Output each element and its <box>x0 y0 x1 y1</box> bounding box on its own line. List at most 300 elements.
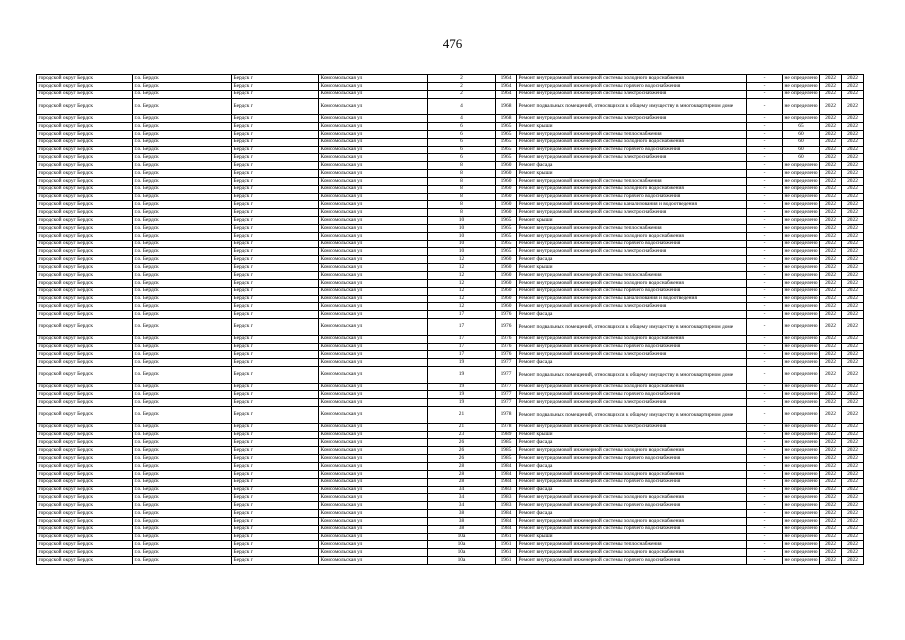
settlement-type-cell: г.о. Бердск <box>133 256 232 264</box>
work-type-cell: Ремонт подвальных помещений, относящихся к общему имуществу в многоквартирном доме <box>517 98 747 115</box>
work-type-cell: Ремонт внутридомовой инженерной системы теплоснабжения <box>517 541 747 549</box>
settlement-type-cell: г.о. Бердск <box>133 303 232 311</box>
table-row <box>37 399 864 407</box>
settlement-type-cell: г.о. Бердск <box>133 383 232 391</box>
work-type-cell: Ремонт внутридомовой инженерной системы горячего водоснабжения <box>517 478 747 486</box>
build-year-cell: 1965 <box>496 232 517 240</box>
build-year-cell: 1965 <box>496 122 517 130</box>
volume-cell: - <box>747 130 783 138</box>
street-cell: Комсомольская ул <box>319 478 428 486</box>
municipality-cell: городской округ Бердск <box>37 75 133 83</box>
house-number-cell: 6 <box>428 130 496 138</box>
table-row <box>37 248 864 256</box>
table-row <box>37 217 864 225</box>
house-number-cell: 19 <box>428 367 496 384</box>
settlement-type-cell: г.о. Бердск <box>133 209 232 217</box>
work-type-cell: Ремонт внутридомовой инженерной системы горячего водоснабжения <box>517 240 747 248</box>
settlement-type-cell: г.о. Бердск <box>133 90 232 98</box>
cost-cell: не определено <box>784 399 818 406</box>
year-to-cell: 2022 <box>842 335 864 343</box>
cost-cell: не определено <box>784 533 818 540</box>
settlement-cell: Бердск г <box>232 240 319 248</box>
work-type-cell: Ремонт крыши <box>517 533 747 541</box>
build-year-cell: 1985 <box>496 455 517 463</box>
year-from-cell: 2022 <box>820 115 842 123</box>
house-number-cell: 10а <box>428 549 496 557</box>
settlement-cell: Бердск г <box>232 391 319 399</box>
settlement-type-cell: г.о. Бердск <box>133 272 232 280</box>
house-number-cell: 26 <box>428 455 496 463</box>
build-year-cell: 1965 <box>496 130 517 138</box>
year-from-cell: 2022 <box>820 170 842 178</box>
volume-cell: - <box>747 248 783 256</box>
table-row <box>37 138 864 146</box>
municipality-cell: городской округ Бердск <box>37 311 133 319</box>
year-to-cell: 2022 <box>842 557 864 565</box>
municipality-cell: городской округ Бердск <box>37 343 133 351</box>
municipality-cell: городской округ Бердск <box>37 486 133 494</box>
repair-schedule-table <box>36 74 864 565</box>
house-number-cell: 8 <box>428 185 496 193</box>
settlement-type-cell: г.о. Бердск <box>133 533 232 541</box>
cost-cell: не определено <box>784 351 818 358</box>
build-year-cell: 1983 <box>496 494 517 502</box>
year-to-cell: 2022 <box>842 303 864 311</box>
municipality-cell: городской округ Бердск <box>37 224 133 232</box>
settlement-cell: Бердск г <box>232 170 319 178</box>
house-number-cell: 26 <box>428 447 496 455</box>
work-type-cell: Ремонт внутридомовой инженерной системы горячего водоснабжения <box>517 82 747 90</box>
municipality-cell: городской округ Бердск <box>37 193 133 201</box>
year-to-cell: 2022 <box>842 423 864 431</box>
settlement-type-cell: г.о. Бердск <box>133 185 232 193</box>
year-from-cell: 2022 <box>820 130 842 138</box>
volume-cell: - <box>747 486 783 494</box>
volume-cell: - <box>747 287 783 295</box>
year-from-cell: 2022 <box>820 209 842 217</box>
settlement-type-cell: г.о. Бердск <box>133 122 232 130</box>
volume-cell: - <box>747 343 783 351</box>
year-from-cell: 2022 <box>820 240 842 248</box>
street-cell: Комсомольская ул <box>319 439 428 447</box>
year-from-cell: 2022 <box>820 486 842 494</box>
build-year-cell: 1978 <box>496 407 517 424</box>
street-cell: Комсомольская ул <box>319 517 428 525</box>
house-number-cell: 17 <box>428 311 496 319</box>
build-year-cell: 1989 <box>496 431 517 439</box>
settlement-cell: Бердск г <box>232 431 319 439</box>
volume-cell: - <box>747 75 783 83</box>
settlement-cell: Бердск г <box>232 439 319 447</box>
cost-cell: не определено <box>784 90 818 97</box>
municipality-cell: городской округ Бердск <box>37 209 133 217</box>
work-type-cell: Ремонт внутридомовой инженерной системы теплоснабжения <box>517 130 747 138</box>
year-from-cell: 2022 <box>820 494 842 502</box>
cost-cell: не определено <box>784 240 818 247</box>
house-number-cell: 4 <box>428 115 496 123</box>
cost-cell: не определено <box>784 343 818 350</box>
municipality-cell: городской округ Бердск <box>37 525 133 533</box>
work-type-cell: Ремонт внутридомовой инженерной системы электроснабжения <box>517 303 747 311</box>
build-year-cell: 1961 <box>496 533 517 541</box>
work-type-cell: Ремонт внутридомовой инженерной системы электроснабжения <box>517 115 747 123</box>
settlement-type-cell: г.о. Бердск <box>133 455 232 463</box>
street-cell: Комсомольская ул <box>319 423 428 431</box>
table-row <box>37 256 864 264</box>
municipality-cell: городской округ Бердск <box>37 138 133 146</box>
year-from-cell: 2022 <box>820 75 842 83</box>
year-from-cell: 2022 <box>820 510 842 518</box>
build-year-cell: 1984 <box>496 525 517 533</box>
cost-cell: не определено <box>784 177 818 184</box>
municipality-cell: городской округ Бердск <box>37 272 133 280</box>
street-cell: Комсомольская ул <box>319 98 428 115</box>
cost-cell: не определено <box>784 271 818 278</box>
build-year-cell: 1977 <box>496 367 517 384</box>
volume-cell: - <box>747 217 783 225</box>
cost-cell: не определено <box>784 486 818 493</box>
volume-cell: - <box>747 478 783 486</box>
table-row <box>37 82 864 90</box>
table-row <box>37 177 864 185</box>
work-type-cell: Ремонт внутридомовой инженерной системы электроснабжения <box>517 90 747 98</box>
settlement-cell: Бердск г <box>232 303 319 311</box>
settlement-type-cell: г.о. Бердск <box>133 248 232 256</box>
street-cell: Комсомольская ул <box>319 470 428 478</box>
table-row <box>37 541 864 549</box>
settlement-type-cell: г.о. Бердск <box>133 138 232 146</box>
year-to-cell: 2022 <box>842 549 864 557</box>
cost-cell: не определено <box>784 185 818 192</box>
street-cell: Комсомольская ул <box>319 122 428 130</box>
year-from-cell: 2022 <box>820 431 842 439</box>
year-to-cell: 2022 <box>842 399 864 407</box>
year-to-cell: 2022 <box>842 486 864 494</box>
street-cell: Комсомольская ул <box>319 295 428 303</box>
work-type-cell: Ремонт подвальных помещений, относящихся к общему имуществу в многоквартирном доме <box>517 367 747 384</box>
cost-cell: не определено <box>784 462 818 469</box>
work-type-cell: Ремонт внутридомовой инженерной системы холодного водоснабжения <box>517 335 747 343</box>
volume-cell: - <box>747 455 783 463</box>
table-row <box>37 287 864 295</box>
settlement-cell: Бердск г <box>232 248 319 256</box>
settlement-cell: Бердск г <box>232 272 319 280</box>
settlement-type-cell: г.о. Бердск <box>133 279 232 287</box>
year-to-cell: 2022 <box>842 75 864 83</box>
year-to-cell: 2022 <box>842 272 864 280</box>
settlement-cell: Бердск г <box>232 209 319 217</box>
build-year-cell: 1965 <box>496 248 517 256</box>
cost-cell: не определено <box>784 494 818 501</box>
cost-cell: не определено <box>784 295 818 302</box>
work-type-cell: Ремонт внутридомовой инженерной системы канализования и водоотведения <box>517 201 747 209</box>
work-type-cell: Ремонт внутридомовой инженерной системы горячего водоснабжения <box>517 525 747 533</box>
house-number-cell: 21 <box>428 423 496 431</box>
build-year-cell: 1965 <box>496 224 517 232</box>
year-from-cell: 2022 <box>820 162 842 170</box>
house-number-cell: 10 <box>428 224 496 232</box>
house-number-cell: 34 <box>428 502 496 510</box>
build-year-cell: 1984 <box>496 510 517 518</box>
build-year-cell: 1964 <box>496 82 517 90</box>
cost-cell: не определено <box>784 224 818 231</box>
settlement-type-cell: г.о. Бердск <box>133 311 232 319</box>
cost-cell: не определено <box>784 501 818 508</box>
volume-cell: - <box>747 447 783 455</box>
municipality-cell: городской округ Бердск <box>37 295 133 303</box>
work-type-cell: Ремонт фасада <box>517 359 747 367</box>
build-year-cell: 1960 <box>496 162 517 170</box>
municipality-cell: городской округ Бердск <box>37 287 133 295</box>
year-from-cell: 2022 <box>820 82 842 90</box>
year-to-cell: 2022 <box>842 351 864 359</box>
work-type-cell: Ремонт внутридомовой инженерной системы горячего водоснабжения <box>517 455 747 463</box>
settlement-type-cell: г.о. Бердск <box>133 391 232 399</box>
settlement-type-cell: г.о. Бердск <box>133 224 232 232</box>
settlement-type-cell: г.о. Бердск <box>133 319 232 336</box>
municipality-cell: городской округ Бердск <box>37 256 133 264</box>
street-cell: Комсомольская ул <box>319 146 428 154</box>
house-number-cell: 21 <box>428 407 496 424</box>
work-type-cell: Ремонт внутридомовой инженерной системы холодного водоснабжения <box>517 549 747 557</box>
build-year-cell: 1965 <box>496 146 517 154</box>
municipality-cell: городской округ Бердск <box>37 248 133 256</box>
work-type-cell: Ремонт внутридомовой инженерной системы горячего водоснабжения <box>517 343 747 351</box>
volume-cell: - <box>747 162 783 170</box>
table-row <box>37 494 864 502</box>
municipality-cell: городской округ Бердск <box>37 217 133 225</box>
settlement-type-cell: г.о. Бердск <box>133 162 232 170</box>
year-from-cell: 2022 <box>820 407 842 424</box>
municipality-cell: городской округ Бердск <box>37 367 133 384</box>
year-to-cell: 2022 <box>842 154 864 162</box>
municipality-cell: городской округ Бердск <box>37 232 133 240</box>
build-year-cell: 1960 <box>496 303 517 311</box>
house-number-cell: 8 <box>428 193 496 201</box>
settlement-cell: Бердск г <box>232 279 319 287</box>
settlement-type-cell: г.о. Бердск <box>133 154 232 162</box>
street-cell: Комсомольская ул <box>319 240 428 248</box>
municipality-cell: городской округ Бердск <box>37 130 133 138</box>
settlement-cell: Бердск г <box>232 455 319 463</box>
table-row <box>37 240 864 248</box>
volume-cell: - <box>747 177 783 185</box>
house-number-cell: 19 <box>428 359 496 367</box>
settlement-type-cell: г.о. Бердск <box>133 439 232 447</box>
street-cell: Комсомольская ул <box>319 399 428 407</box>
settlement-cell: Бердск г <box>232 287 319 295</box>
work-type-cell: Ремонт внутридомовой инженерной системы горячего водоснабжения <box>517 557 747 565</box>
table-row <box>37 431 864 439</box>
build-year-cell: 1960 <box>496 295 517 303</box>
cost-cell: не определено <box>784 525 818 532</box>
settlement-cell: Бердск г <box>232 130 319 138</box>
settlement-cell: Бердск г <box>232 138 319 146</box>
work-type-cell: Ремонт фасада <box>517 311 747 319</box>
build-year-cell: 1965 <box>496 138 517 146</box>
house-number-cell: 38 <box>428 517 496 525</box>
street-cell: Комсомольская ул <box>319 130 428 138</box>
settlement-cell: Бердск г <box>232 311 319 319</box>
volume-cell: - <box>747 82 783 90</box>
house-number-cell: 12 <box>428 279 496 287</box>
year-to-cell: 2022 <box>842 447 864 455</box>
house-number-cell: 17 <box>428 351 496 359</box>
house-number-cell: 2 <box>428 90 496 98</box>
settlement-type-cell: г.о. Бердск <box>133 75 232 83</box>
table-row <box>37 525 864 533</box>
year-from-cell: 2022 <box>820 541 842 549</box>
settlement-cell: Бердск г <box>232 486 319 494</box>
house-number-cell: 19 <box>428 399 496 407</box>
house-number-cell: 19 <box>428 391 496 399</box>
settlement-type-cell: г.о. Бердск <box>133 502 232 510</box>
municipality-cell: городской округ Бердск <box>37 557 133 565</box>
table-row <box>37 201 864 209</box>
table-row <box>37 170 864 178</box>
street-cell: Комсомольская ул <box>319 303 428 311</box>
settlement-type-cell: г.о. Бердск <box>133 130 232 138</box>
year-from-cell: 2022 <box>820 462 842 470</box>
settlement-type-cell: г.о. Бердск <box>133 407 232 424</box>
municipality-cell: городской округ Бердск <box>37 502 133 510</box>
settlement-cell: Бердск г <box>232 319 319 336</box>
street-cell: Комсомольская ул <box>319 383 428 391</box>
work-type-cell: Ремонт подвальных помещений, относящихся к общему имуществу в многоквартирном доме <box>517 319 747 336</box>
settlement-cell: Бердск г <box>232 517 319 525</box>
build-year-cell: 1960 <box>496 193 517 201</box>
cost-cell: не определено <box>784 548 818 555</box>
street-cell: Комсомольская ул <box>319 209 428 217</box>
house-number-cell: 8 <box>428 177 496 185</box>
municipality-cell: городской округ Бердск <box>37 154 133 162</box>
house-number-cell: 12 <box>428 287 496 295</box>
volume-cell: - <box>747 201 783 209</box>
settlement-cell: Бердск г <box>232 177 319 185</box>
settlement-type-cell: г.о. Бердск <box>133 177 232 185</box>
volume-cell: - <box>747 232 783 240</box>
street-cell: Комсомольская ул <box>319 264 428 272</box>
street-cell: Комсомольская ул <box>319 391 428 399</box>
settlement-cell: Бердск г <box>232 557 319 565</box>
cost-cell: не определено <box>784 216 818 223</box>
settlement-cell: Бердск г <box>232 423 319 431</box>
settlement-type-cell: г.о. Бердск <box>133 462 232 470</box>
build-year-cell: 1968 <box>496 98 517 115</box>
cost-cell: не определено <box>784 439 818 446</box>
volume-cell: - <box>747 517 783 525</box>
volume-cell: - <box>747 541 783 549</box>
cost-cell: не определено <box>784 454 818 461</box>
settlement-type-cell: г.о. Бердск <box>133 399 232 407</box>
year-from-cell: 2022 <box>820 201 842 209</box>
work-type-cell: Ремонт фасада <box>517 256 747 264</box>
volume-cell: - <box>747 383 783 391</box>
build-year-cell: 1965 <box>496 154 517 162</box>
table-row <box>37 98 864 115</box>
table-row <box>37 470 864 478</box>
house-number-cell: 6 <box>428 122 496 130</box>
settlement-type-cell: г.о. Бердск <box>133 525 232 533</box>
table-row <box>37 549 864 557</box>
work-type-cell: Ремонт крыши <box>517 264 747 272</box>
municipality-cell: городской округ Бердск <box>37 90 133 98</box>
municipality-cell: городской округ Бердск <box>37 510 133 518</box>
settlement-type-cell: г.о. Бердск <box>133 201 232 209</box>
year-to-cell: 2022 <box>842 279 864 287</box>
settlement-type-cell: г.о. Бердск <box>133 343 232 351</box>
build-year-cell: 1965 <box>496 217 517 225</box>
house-number-cell: 28 <box>428 478 496 486</box>
year-from-cell: 2022 <box>820 272 842 280</box>
street-cell: Комсомольская ул <box>319 279 428 287</box>
volume-cell: - <box>747 494 783 502</box>
work-type-cell: Ремонт внутридомовой инженерной системы холодного водоснабжения <box>517 75 747 83</box>
year-from-cell: 2022 <box>820 525 842 533</box>
street-cell: Комсомольская ул <box>319 431 428 439</box>
year-to-cell: 2022 <box>842 264 864 272</box>
table-row <box>37 517 864 525</box>
year-from-cell: 2022 <box>820 367 842 384</box>
street-cell: Комсомольская ул <box>319 217 428 225</box>
year-from-cell: 2022 <box>820 279 842 287</box>
work-type-cell: Ремонт крыши <box>517 170 747 178</box>
build-year-cell: 1960 <box>496 201 517 209</box>
street-cell: Комсомольская ул <box>319 232 428 240</box>
settlement-type-cell: г.о. Бердск <box>133 98 232 115</box>
settlement-cell: Бердск г <box>232 351 319 359</box>
build-year-cell: 1960 <box>496 209 517 217</box>
cost-cell: не определено <box>784 431 818 438</box>
settlement-type-cell: г.о. Бердск <box>133 335 232 343</box>
street-cell: Комсомольская ул <box>319 502 428 510</box>
settlement-cell: Бердск г <box>232 359 319 367</box>
house-number-cell: 12 <box>428 303 496 311</box>
cost-cell: 60 <box>783 154 820 162</box>
year-from-cell: 2022 <box>820 423 842 431</box>
street-cell: Комсомольская ул <box>319 510 428 518</box>
settlement-type-cell: г.о. Бердск <box>133 217 232 225</box>
cost-cell: 65 <box>783 122 820 130</box>
table-row <box>37 193 864 201</box>
municipality-cell: городской округ Бердск <box>37 470 133 478</box>
year-to-cell: 2022 <box>842 224 864 232</box>
work-type-cell: Ремонт внутридомовой инженерной системы холодного водоснабжения <box>517 494 747 502</box>
settlement-type-cell: г.о. Бердск <box>133 351 232 359</box>
settlement-type-cell: г.о. Бердск <box>133 447 232 455</box>
settlement-type-cell: г.о. Бердск <box>133 478 232 486</box>
cost-cell: не определено <box>784 447 818 453</box>
year-from-cell: 2022 <box>820 478 842 486</box>
volume-cell: - <box>747 138 783 146</box>
cost-cell: 60 <box>783 138 820 146</box>
house-number-cell: 17 <box>428 343 496 351</box>
year-to-cell: 2022 <box>842 295 864 303</box>
year-to-cell: 2022 <box>842 431 864 439</box>
table-row <box>37 351 864 359</box>
volume-cell: - <box>747 557 783 565</box>
build-year-cell: 1984 <box>496 462 517 470</box>
volume-cell: - <box>747 115 783 123</box>
cost-cell: не определено <box>784 82 818 89</box>
street-cell: Комсомольская ул <box>319 154 428 162</box>
table-row <box>37 455 864 463</box>
settlement-type-cell: г.о. Бердск <box>133 423 232 431</box>
street-cell: Комсомольская ул <box>319 177 428 185</box>
work-type-cell: Ремонт внутридомовой инженерной системы горячего водоснабжения <box>517 502 747 510</box>
street-cell: Комсомольская ул <box>319 311 428 319</box>
work-type-cell: Ремонт внутридомовой инженерной системы канализования и водоотведения <box>517 295 747 303</box>
